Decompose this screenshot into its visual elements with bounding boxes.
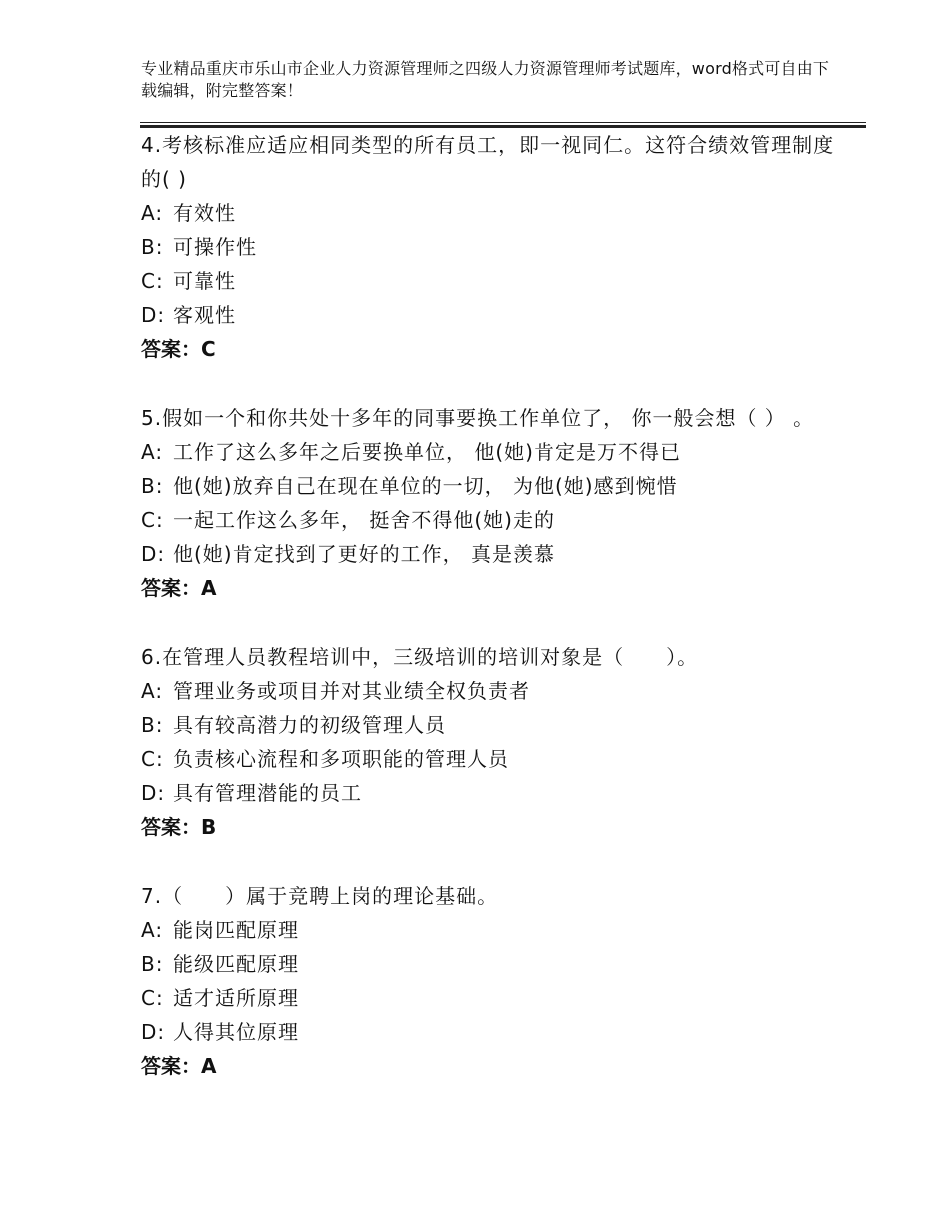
answer-line [141, 332, 841, 366]
question-stem: 7.（ ）属于竞聘上岗的理论基础。 [141, 884, 499, 908]
option-letter: B: [141, 713, 164, 737]
document-header: 专业精品重庆市乐山市企业人力资源管理师之四级人力资源管理师考试题库，word格式可自由下载编辑，附完整答案！ [141, 59, 830, 100]
option-letter: C: [141, 986, 164, 1010]
option-letter: A: [141, 440, 164, 464]
answer-label: 答案： [141, 1054, 201, 1078]
question-item [141, 128, 841, 366]
option-c [141, 742, 841, 776]
question-item [141, 640, 841, 844]
answer-value: A [201, 576, 217, 600]
answer-line [141, 571, 841, 605]
option-letter: C: [141, 747, 164, 771]
option-a [141, 196, 841, 230]
option-letter: D: [141, 542, 166, 566]
option-text: 能岗匹配原理 [173, 918, 299, 942]
option-letter: B: [141, 952, 164, 976]
option-text: 管理业务或项目并对其业绩全权负责者 [173, 679, 530, 703]
option-letter: A: [141, 201, 164, 225]
question-item [141, 879, 841, 1083]
answer-label: 答案： [141, 576, 201, 600]
option-b [141, 469, 841, 503]
option-letter: B: [141, 235, 164, 259]
option-text: 一起工作这么多年， 挺舍不得他(她)走的 [173, 508, 555, 532]
option-b [141, 708, 841, 742]
option-c [141, 503, 841, 537]
option-b [141, 230, 841, 264]
answer-value: B [201, 815, 217, 839]
option-text: 客观性 [173, 303, 236, 327]
question-stem: 6.在管理人员教程培训中，三级培训的培训对象是（ ）。 [141, 645, 699, 669]
question-item [141, 401, 841, 605]
option-text: 具有较高潜力的初级管理人员 [173, 713, 446, 737]
option-letter: A: [141, 679, 164, 703]
option-letter: B: [141, 474, 164, 498]
option-a [141, 674, 841, 708]
answer-line [141, 810, 841, 844]
option-letter: D: [141, 1020, 166, 1044]
answer-label: 答案： [141, 337, 201, 361]
option-letter: C: [141, 269, 164, 293]
option-text: 工作了这么多年之后要换单位， 他(她)肯定是万不得已 [173, 440, 681, 464]
option-text: 有效性 [173, 201, 236, 225]
option-text: 他(她)肯定找到了更好的工作， 真是羡慕 [173, 542, 555, 566]
option-letter: D: [141, 303, 166, 327]
answer-line [141, 1049, 841, 1083]
option-text: 他(她)放弃自己在现在单位的一切， 为他(她)感到惋惜 [173, 474, 678, 498]
option-text: 负责核心流程和多项职能的管理人员 [173, 747, 509, 771]
answer-value: C [201, 337, 216, 361]
option-d [141, 1015, 841, 1049]
answer-value: A [201, 1054, 217, 1078]
option-letter: A: [141, 918, 164, 942]
option-text: 具有管理潜能的员工 [173, 781, 362, 805]
option-letter: D: [141, 781, 166, 805]
option-a [141, 913, 841, 947]
option-d [141, 537, 841, 571]
option-c [141, 981, 841, 1015]
option-text: 人得其位原理 [173, 1020, 299, 1044]
option-text: 能级匹配原理 [173, 952, 299, 976]
question-list [141, 128, 841, 1118]
option-d [141, 776, 841, 810]
question-stem: 4.考核标准应适应相同类型的所有员工，即一视同仁。这符合绩效管理制度的( ) [141, 133, 835, 191]
header-divider-thin [140, 122, 866, 123]
option-text: 可操作性 [173, 235, 257, 259]
option-text: 可靠性 [173, 269, 236, 293]
answer-label: 答案： [141, 815, 201, 839]
option-text: 适才适所原理 [173, 986, 299, 1010]
option-a [141, 435, 841, 469]
question-stem: 5.假如一个和你共处十多年的同事要换工作单位了， 你一般会想（ ） 。 [141, 406, 815, 430]
option-d [141, 298, 841, 332]
option-c [141, 264, 841, 298]
option-letter: C: [141, 508, 164, 532]
option-b [141, 947, 841, 981]
